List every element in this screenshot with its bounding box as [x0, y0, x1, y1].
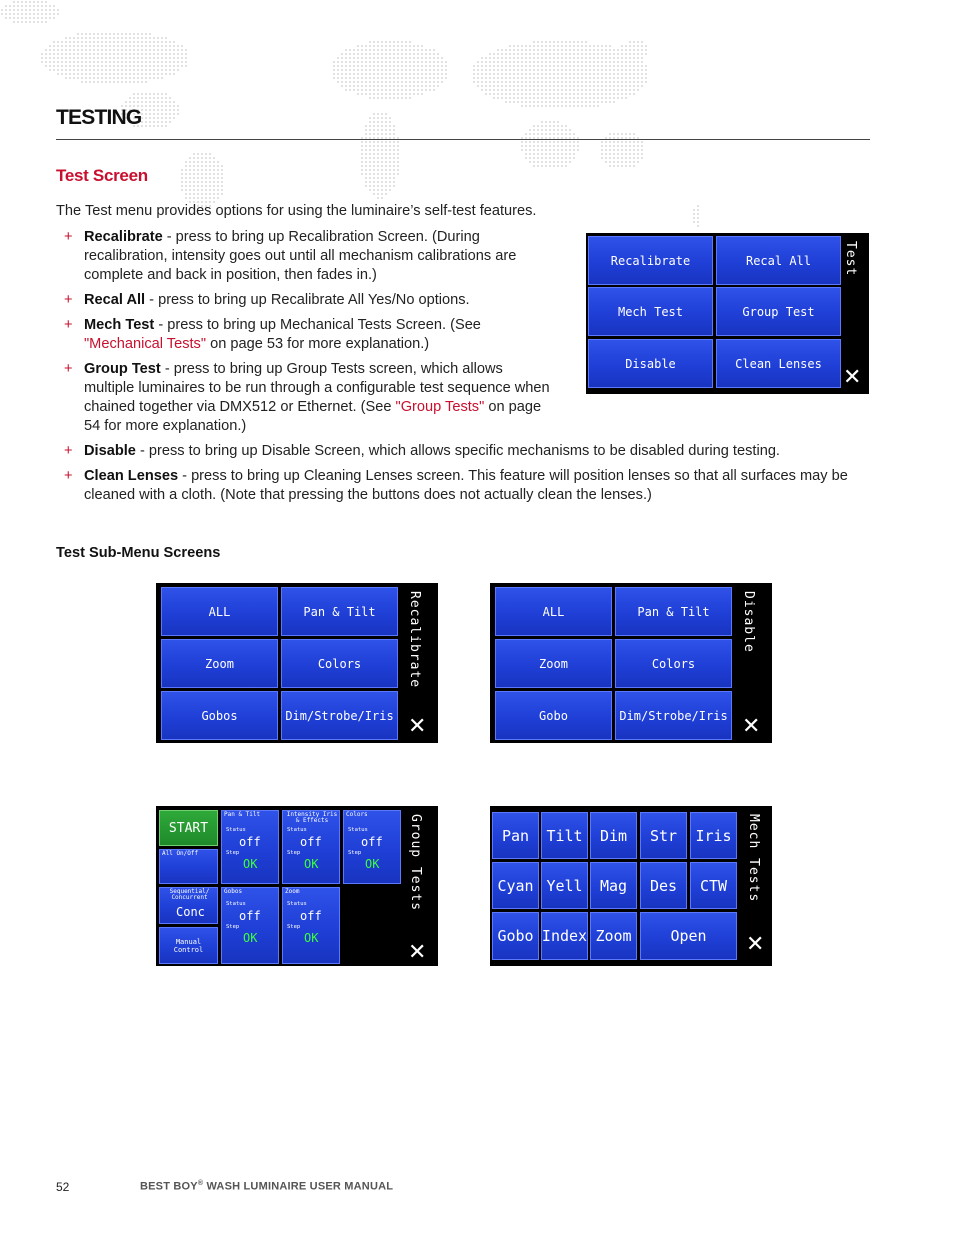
- colors-button[interactable]: Colors: [615, 639, 732, 688]
- strobe-test-button[interactable]: Str: [640, 812, 687, 859]
- plus-icon: +: [64, 443, 73, 459]
- colors-tile[interactable]: Colors Status off Step OK: [343, 810, 401, 884]
- index-test-button[interactable]: Index: [541, 912, 588, 960]
- screen-label: Test: [843, 241, 858, 277]
- yellow-test-button[interactable]: Yell: [541, 862, 588, 909]
- section-title: TESTING: [56, 106, 142, 129]
- mech-tests-screen: [490, 806, 772, 966]
- recal-all-button[interactable]: Recal All: [716, 236, 841, 285]
- screen-label: Recalibrate: [407, 591, 422, 689]
- open-test-button[interactable]: Open: [640, 912, 737, 960]
- disable-screen: [490, 583, 772, 743]
- page-number: 52: [56, 1180, 70, 1194]
- group-test-button[interactable]: Group Test: [716, 287, 841, 336]
- list-item: + Clean Lenses - press to bring up Cleaning Lenses screen. This feature will position lenses so that all surfaces may be cleaned with a cloth. (Note that pressing the buttons does not actually clean the lenses.): [64, 468, 848, 503]
- des-test-button[interactable]: Des: [640, 862, 687, 909]
- gobo-button[interactable]: Gobo: [495, 691, 612, 740]
- screen-label: Group Tests: [408, 814, 423, 912]
- plus-icon: +: [64, 361, 73, 377]
- mech-test-button[interactable]: Mech Test: [588, 287, 713, 336]
- plus-icon: +: [64, 317, 73, 333]
- dim-strobe-iris-button[interactable]: Dim/Strobe/Iris: [615, 691, 732, 740]
- start-button[interactable]: START: [159, 810, 218, 846]
- pan-tilt-button[interactable]: Pan & Tilt: [615, 587, 732, 636]
- all-button[interactable]: ALL: [161, 587, 278, 636]
- test-screen: [586, 233, 869, 394]
- gobo-test-button[interactable]: Gobo: [492, 912, 539, 960]
- close-icon[interactable]: ✕: [408, 714, 427, 739]
- intensity-iris-effects-tile[interactable]: Intensity Iris & Effects Status off Step OK: [282, 810, 340, 884]
- ctw-test-button[interactable]: CTW: [690, 862, 737, 909]
- list-item: + Group Test - press to bring up Group Tests screen, which allows multiple luminaires to be run through a configurable test sequence when chained together via DMX512 or Ethernet. (See "Group Tests" on page 54 for more explanation.): [64, 361, 550, 434]
- dim-strobe-iris-button[interactable]: Dim/Strobe/Iris: [281, 691, 398, 740]
- all-button[interactable]: ALL: [495, 587, 612, 636]
- sequential-concurrent-button[interactable]: Sequential/ Concurrent Conc: [159, 887, 218, 924]
- gobos-button[interactable]: Gobos: [161, 691, 278, 740]
- pan-tilt-tile[interactable]: Pan & Tilt Status off Step OK: [221, 810, 279, 884]
- all-on-off-button[interactable]: All On/Off: [159, 849, 218, 884]
- screen-label: Disable: [741, 591, 756, 653]
- title-rule: [56, 139, 870, 140]
- iris-test-button[interactable]: Iris: [690, 812, 737, 859]
- list-item: + Recal All - press to bring up Recalibrate All Yes/No options.: [64, 292, 470, 308]
- zoom-tile[interactable]: Zoom Status off Step OK: [282, 887, 340, 964]
- cyan-test-button[interactable]: Cyan: [492, 862, 539, 909]
- tilt-test-button[interactable]: Tilt: [541, 812, 588, 859]
- recalibrate-button[interactable]: Recalibrate: [588, 236, 713, 285]
- dim-test-button[interactable]: Dim: [590, 812, 637, 859]
- gobos-tile[interactable]: Gobos Status off Step OK: [221, 887, 279, 964]
- plus-icon: +: [64, 292, 73, 308]
- recalibrate-screen: [156, 583, 438, 743]
- clean-lenses-button[interactable]: Clean Lenses: [716, 339, 841, 388]
- subsection-title: Test Screen: [56, 166, 148, 185]
- disable-button[interactable]: Disable: [588, 339, 713, 388]
- footer-title: BEST BOY® WASH LUMINAIRE USER MANUAL: [140, 1180, 394, 1193]
- list-item: + Recalibrate - press to bring up Recalibration Screen. (During recalibration, intensity goes out until all mechanism calibrations are complete and back in position, then fades in.): [64, 229, 517, 283]
- close-icon[interactable]: ✕: [408, 940, 427, 965]
- plus-icon: +: [64, 468, 73, 484]
- colors-button[interactable]: Colors: [281, 639, 398, 688]
- zoom-test-button[interactable]: Zoom: [590, 912, 637, 960]
- magenta-test-button[interactable]: Mag: [590, 862, 637, 909]
- submenu-title: Test Sub-Menu Screens: [56, 545, 221, 561]
- group-tests-link[interactable]: "Group Tests": [395, 399, 485, 415]
- list-item: + Mech Test - press to bring up Mechanical Tests Screen. (See "Mechanical Tests" on page 53 for more explanation.): [64, 317, 481, 352]
- mechanical-tests-link[interactable]: "Mechanical Tests": [84, 336, 207, 352]
- zoom-button[interactable]: Zoom: [495, 639, 612, 688]
- list-item: + Disable - press to bring up Disable Screen, which allows specific mechanisms to be disabled during testing.: [64, 443, 780, 459]
- pan-test-button[interactable]: Pan: [492, 812, 539, 859]
- close-icon[interactable]: ✕: [843, 365, 862, 390]
- group-tests-screen: [156, 806, 438, 966]
- plus-icon: +: [64, 229, 73, 245]
- manual-control-button[interactable]: Manual Control: [159, 927, 218, 964]
- zoom-button[interactable]: Zoom: [161, 639, 278, 688]
- close-icon[interactable]: ✕: [742, 714, 761, 739]
- intro-paragraph: The Test menu provides options for using the luminaire’s self-test features.: [56, 203, 537, 219]
- close-icon[interactable]: ✕: [746, 932, 765, 957]
- screen-label: Mech Tests: [746, 814, 761, 903]
- pan-tilt-button[interactable]: Pan & Tilt: [281, 587, 398, 636]
